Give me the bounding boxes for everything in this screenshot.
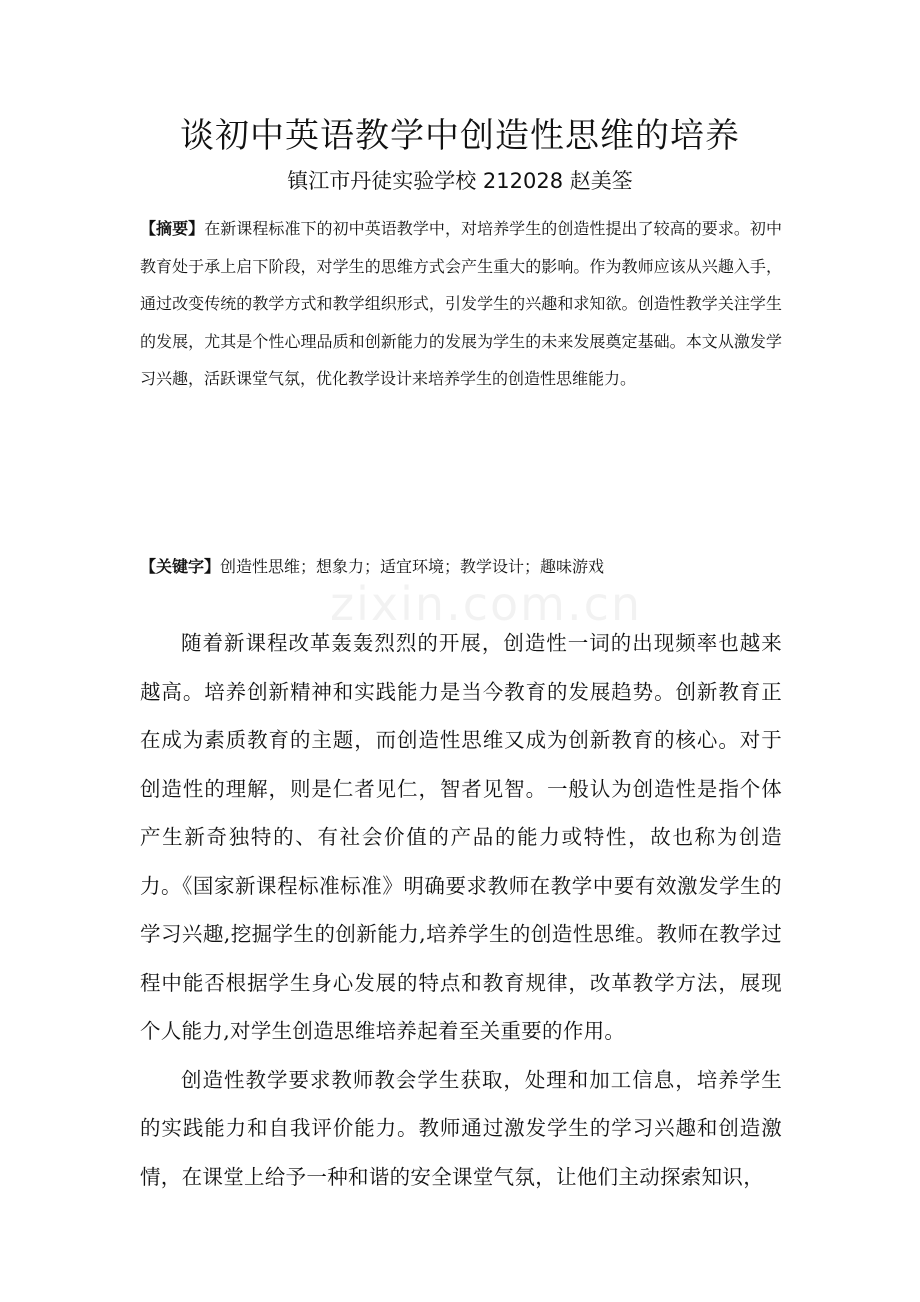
body-paragraph: 创造性教学要求教师教会学生获取，处理和加工信息，培养学生的实践能力和自我评价能力。教师通过激发学生的学习兴趣和创造激情，在课堂上给予一种和谐的安全课堂气氛，让他们主动探索知识， [140,1067,782,1189]
keywords-label: 【关键字】 [140,557,221,576]
author-line: 镇江市丹徒实验学校 212028 赵美筌 [287,169,633,193]
watermark: zixin.com.cn [330,577,643,631]
abstract-text: 在新课程标准下的初中英语教学中，对培养学生的创造性提出了较高的要求。初中教育处于承上启下阶段，对学生的思维方式会产生重大的影响。作为教师应该从兴趣入手，通过改变传统的教学方式和教学组织形式，引发学生的兴趣和求知欲。创造性教学关注学生的发展，尤其是个性心理品质和创新能力的发展为学生的未来发展奠定基础。本文从激发学习兴趣，活跃课堂气氛，优化教学设计来培养学生的创造性思维能力。 [140,219,782,389]
abstract-paragraph [140,210,782,398]
keywords-text: 创造性思维；想象力；适宜环境；教学设计；趣味游戏 [220,557,605,576]
abstract-label: 【摘要】 [140,219,205,238]
body-text [140,619,782,1201]
document-title: 谈初中英语教学中创造性思维的培养 [180,116,740,156]
body-paragraph: 随着新课程改革轰轰烈烈的开展，创造性一词的出现频率也越来越高。培养创新精神和实践能力是当今教育的发展趋势。创新教育正在成为素质教育的主题，而创造性思维又成为创新教育的核心。对于创造性的理解，则是仁者见仁，智者见智。一般认为创造性是指个体产生新奇独特的、有社会价值的产品的能力或特性，故也称为创造力。《国家新课程标准标准》明确要求教师在教学中要有效激发学生的学习兴趣,挖掘学生的创新能力,培养学生的创造性思维。教师在教学过程中能否根据学生身心发展的特点和教育规律，改革教学方法，展现个人能力,对学生创造思维培养起着至关重要的作用。 [140,631,782,1043]
keywords-line [140,550,782,584]
